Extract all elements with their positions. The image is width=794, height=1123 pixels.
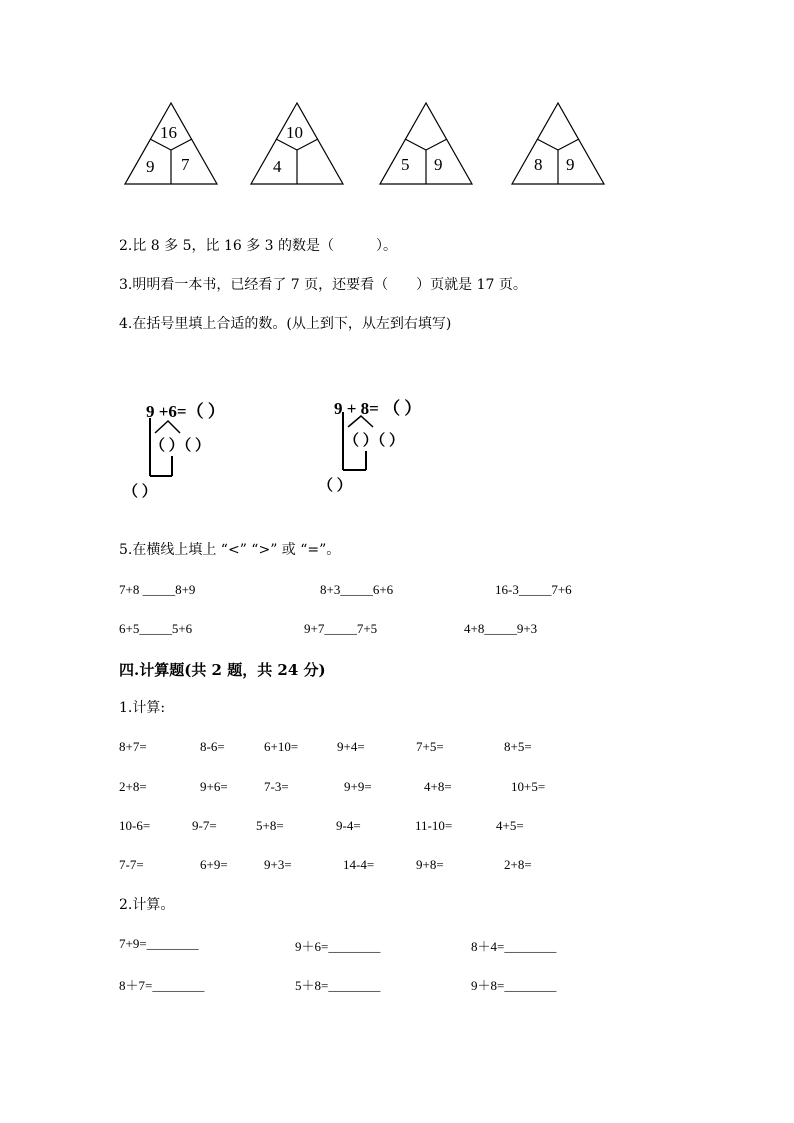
calc-item: 10-6= [119,818,151,833]
calc-item: 9+6= [200,779,228,794]
triangle-2-top: 10 [286,123,303,142]
calc2-item: 9＋8=________ [471,978,557,993]
calc-item: 11-10= [415,818,453,833]
compare-item: 7+8 _____8+9 [119,582,196,597]
bottom-bracket-1: （ ） [123,484,157,500]
triangle-2 [248,101,346,187]
calc-item: 5+8= [256,818,284,833]
compare-item: 9+7_____7+5 [304,621,378,636]
calc1-label: 1.计算: [119,700,166,716]
compare-item: 6+5_____5+6 [119,621,193,636]
calc-item: 9+3= [264,857,292,872]
calc2-item: 8＋4=________ [471,939,557,954]
bottom-bracket-2: （ ） [318,478,352,494]
calc2-item: 5＋8=________ [295,978,381,993]
compare-item: 4+8_____9+3 [464,621,538,636]
calc-item: 2+8= [504,857,532,872]
calc-item: 6+9= [200,857,228,872]
calc2-item: 7+9=________ [119,936,199,951]
calc-item: 9-7= [192,818,217,833]
triangle-1-left: 9 [146,157,155,176]
question-2: 2.比 8 多 5，比 16 多 3 的数是（ ）。 [119,238,398,254]
triangle-3-right: 9 [434,155,443,174]
calc-item: 7-7= [119,857,144,872]
triangle-1 [122,101,220,187]
triangle-4-right: 9 [566,155,575,174]
compare-item: 8+3_____6+6 [320,582,394,597]
calc-item: 9+4= [337,739,365,754]
calc-item: 14-4= [343,857,375,872]
triangle-1-right: 7 [181,155,190,174]
triangle-2-left: 4 [273,157,282,176]
equation-1: 9 +6=（ ） [146,402,225,421]
question-3: 3.明明看一本书，已经看了 7 页，还要看（ ）页就是 17 页。 [119,277,527,293]
calc-item: 8+5= [504,739,532,754]
pair-brackets-1: （ ）（ ） [150,438,211,454]
triangle-4-left: 8 [534,155,543,174]
triangle-1-top: 16 [160,123,177,142]
equation-2: 9 + 8= （ ） [334,399,422,418]
calc-item: 10+5= [511,779,546,794]
calc-item: 9+9= [344,779,372,794]
calc-item: 9-4= [336,818,361,833]
calc-item: 6+10= [264,739,299,754]
triangle-3-left: 5 [401,155,410,174]
calc-item: 4+5= [496,818,524,833]
compare-item: 16-3_____7+6 [495,582,572,597]
triangle-3 [377,101,475,187]
triangle-4 [509,101,607,187]
calc-item: 7+5= [416,739,444,754]
calc2-item: 8＋7=________ [119,978,205,993]
calc-item: 4+8= [424,779,452,794]
calc2-item: 9＋6=________ [295,939,381,954]
pair-brackets-2: （ ）（ ） [344,433,405,449]
calc-item: 8-6= [200,739,225,754]
question-4: 4.在括号里填上合适的数。(从上到下，从左到右填写) [119,316,452,332]
calc-item: 2+8= [119,779,147,794]
calc-item: 8+7= [119,739,147,754]
calc-item: 9+8= [416,857,444,872]
calc-item: 7-3= [264,779,289,794]
calc2-label: 2.计算。 [119,897,175,913]
section-title: 四.计算题(共 2 题，共 24 分) [119,661,326,679]
question-5: 5.在横线上填上 “<” “>” 或 “=”。 [119,542,341,558]
